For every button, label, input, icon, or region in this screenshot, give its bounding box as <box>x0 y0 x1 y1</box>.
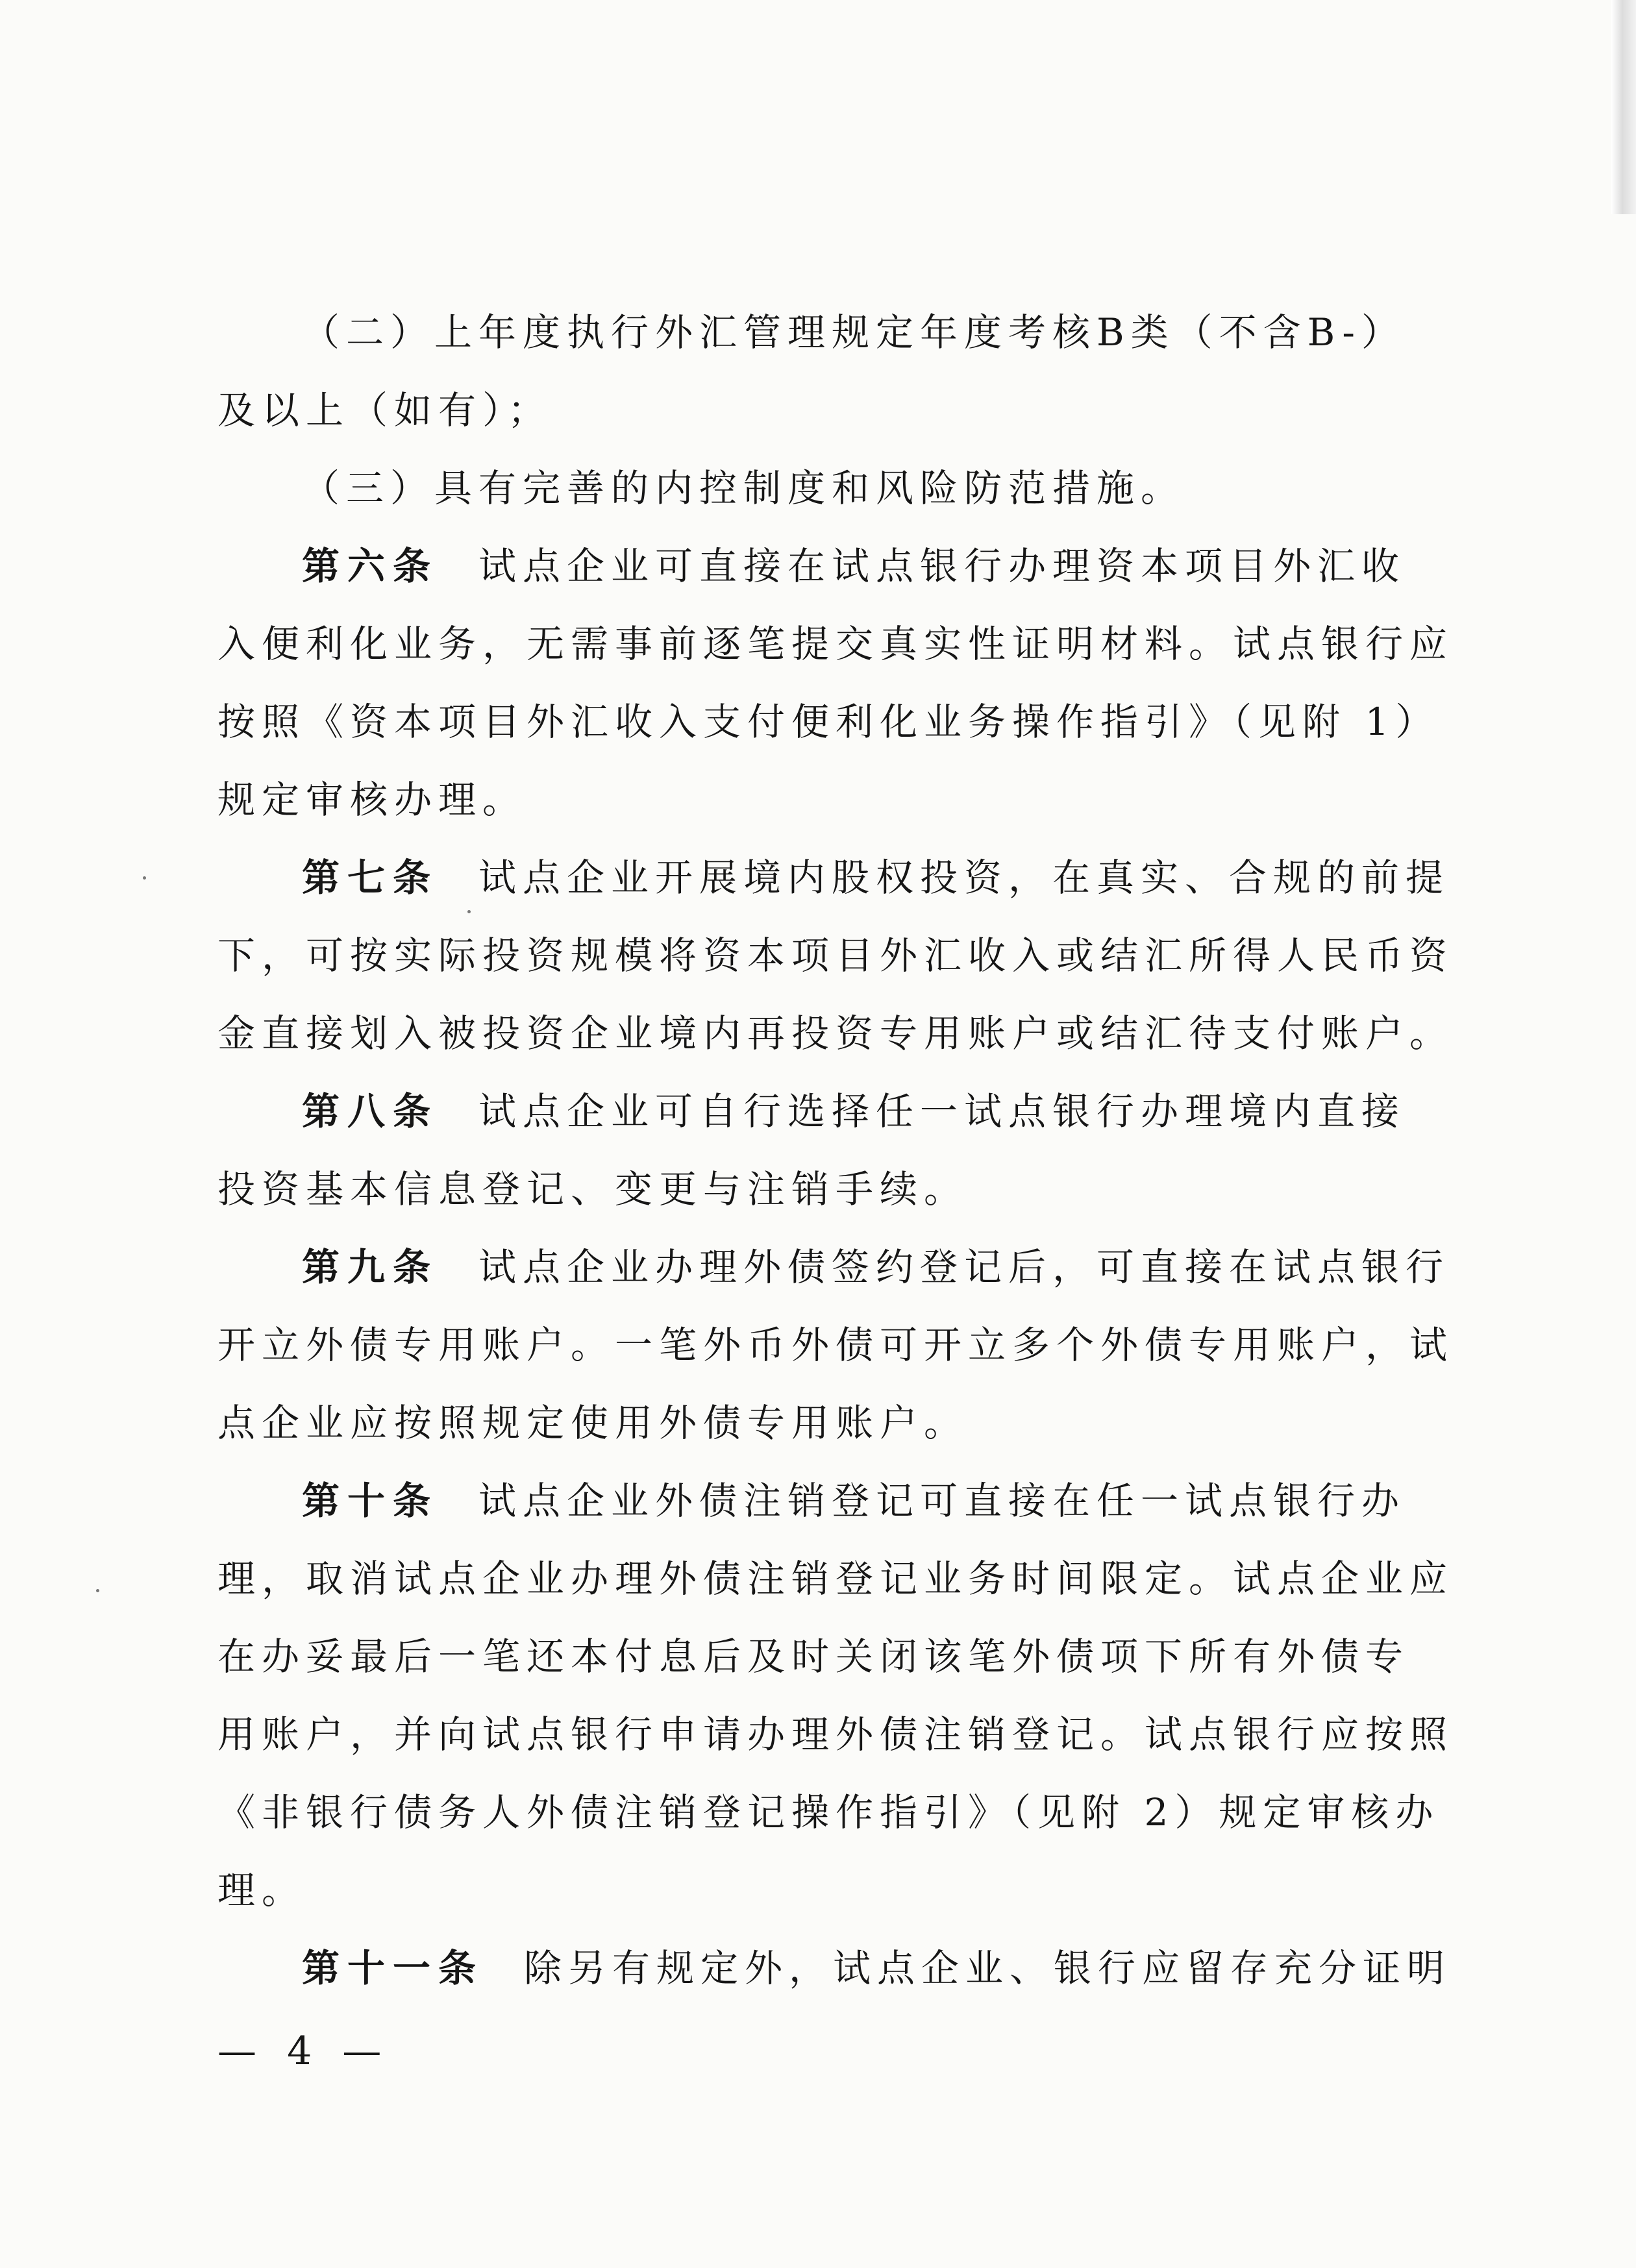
line-text: 用账户，并向试点银行申请办理外债注销登记。试点银行应按照 <box>217 1712 1454 1756</box>
paragraph-line <box>217 1773 1440 1851</box>
line-text: 《非银行债务人外债注销登记操作指引》（见附 2）规定审核办 <box>217 1790 1440 1834</box>
line-text: 按照《资本项目外汇收入支付便利化业务操作指引》（见附 1） <box>217 700 1440 744</box>
line-text: 理，取消试点企业办理外债注销登记业务时间限定。试点企业应 <box>217 1557 1454 1601</box>
line-text: 试点企业开展境内股权投资，在真实、合规的前提 <box>478 856 1450 900</box>
paragraph-line <box>217 1618 1410 1695</box>
paragraph-line <box>217 994 1454 1072</box>
article-label: 第九条 <box>302 1245 439 1289</box>
paragraph-line <box>217 761 527 839</box>
paragraph-line <box>217 1695 1454 1773</box>
line-text: 试点企业可自行选择任一试点银行办理境内直接 <box>478 1089 1406 1133</box>
paragraph-line <box>302 449 1185 527</box>
line-text: 下，可按实际投资规模将资本项目外汇收入或结汇所得人民币资 <box>217 933 1454 978</box>
paragraph-line <box>217 1306 1454 1384</box>
line-text: 点企业应按照规定使用外债专用账户。 <box>217 1401 969 1445</box>
paragraph-line <box>217 683 1440 761</box>
line-text: 投资基本信息登记、变更与注销手续。 <box>217 1167 969 1211</box>
line-text: 及以上（如有）； <box>217 388 552 432</box>
paragraph-line <box>217 371 552 449</box>
line-text: 理。 <box>217 1868 306 1912</box>
scan-speck <box>143 876 146 880</box>
paragraph-line <box>217 1150 968 1228</box>
line-text: 试点企业办理外债签约登记后，可直接在试点银行 <box>478 1245 1450 1289</box>
page-number: — 4 — <box>217 2028 391 2074</box>
line-text: 金直接划入被投资企业境内再投资专用账户或结汇待支付账户。 <box>217 1011 1454 1055</box>
article-9-line <box>302 1228 1450 1306</box>
scan-speck <box>467 910 471 913</box>
line-text: 试点企业可直接在试点银行办理资本项目外汇收 <box>478 544 1406 588</box>
article-label: 第十条 <box>302 1479 439 1523</box>
line-text: （二）上年度执行外汇管理规定年度考核B类（不含B-） <box>302 310 1406 354</box>
article-label: 第八条 <box>302 1089 439 1133</box>
article-label: 第六条 <box>302 544 439 588</box>
paragraph-line <box>302 293 1406 371</box>
line-text: 开立外债专用账户。一笔外币外债可开立多个外债专用账户，试 <box>217 1323 1454 1367</box>
scan-edge-shadow <box>1611 0 1636 214</box>
paragraph-line <box>217 917 1454 994</box>
paragraph-line <box>217 605 1454 683</box>
article-label: 第十一条 <box>302 1946 484 1990</box>
article-8-line <box>302 1072 1406 1150</box>
article-7-line <box>302 839 1450 917</box>
scan-speck <box>96 1589 99 1592</box>
paragraph-line <box>217 1851 306 1929</box>
article-label: 第七条 <box>302 856 439 900</box>
paragraph-line <box>217 1384 968 1462</box>
line-text: 入便利化业务，无需事前逐笔提交真实性证明材料。试点银行应 <box>217 622 1454 666</box>
line-text: 在办妥最后一笔还本付息后及时关闭该笔外债项下所有外债专 <box>217 1634 1410 1679</box>
line-text: 除另有规定外，试点企业、银行应留存充分证明 <box>524 1946 1452 1990</box>
article-10-line <box>302 1462 1406 1540</box>
line-text: （三）具有完善的内控制度和风险防范措施。 <box>302 466 1185 510</box>
line-text: 试点企业外债注销登记可直接在任一试点银行办 <box>478 1479 1406 1523</box>
article-11-line <box>302 1929 1452 2007</box>
line-text: 规定审核办理。 <box>217 778 527 822</box>
article-6-line <box>302 527 1406 605</box>
paragraph-line <box>217 1540 1454 1618</box>
